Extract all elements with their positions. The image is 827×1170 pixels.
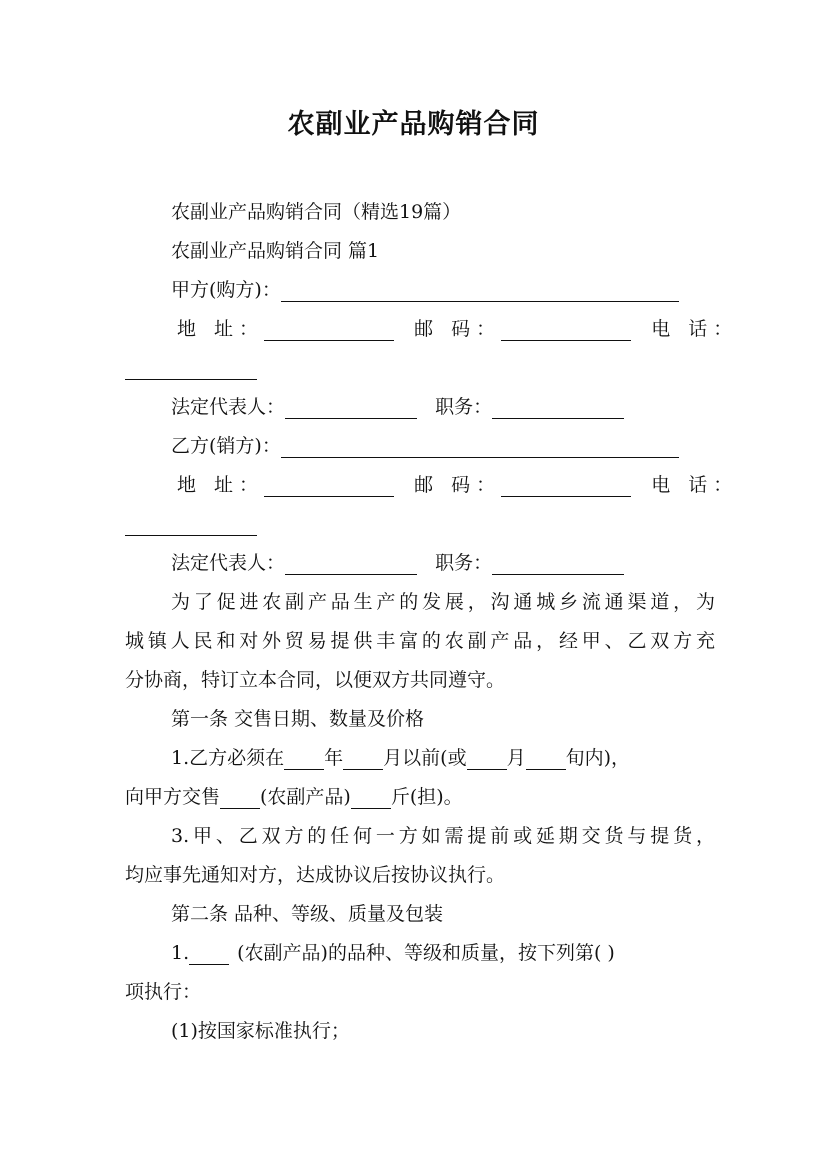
party-a-phone-label: 电 话：	[651, 318, 739, 340]
item-text: 旬内)，	[565, 747, 631, 769]
party-a-phone-blank-line	[125, 349, 715, 388]
party-b-contact-line	[125, 466, 739, 505]
party-b-line	[125, 427, 715, 466]
article-2-item-1-line-1	[125, 934, 715, 973]
article-2-item-1-line-2: 项执行：	[125, 981, 202, 1003]
weight-blank	[351, 786, 391, 809]
item-text: (农副产品)	[260, 786, 351, 808]
party-a-rep-label: 法定代表人：	[171, 396, 286, 418]
intro-line-1: 为了促进农副产品生产的发展，沟通城乡流通渠道，为	[171, 591, 715, 613]
item-text: 月	[506, 747, 526, 769]
party-b-phone-blank-line	[125, 505, 715, 544]
party-a-rep-blank	[285, 396, 417, 419]
party-b-position-blank	[492, 552, 624, 575]
party-b-address-label: 地 址：	[177, 474, 265, 496]
party-a-position-blank	[492, 396, 624, 419]
party-b-label: 乙方(销方)：	[171, 435, 281, 457]
item-text: 1.	[171, 942, 190, 964]
section-heading: 农副业产品购销合同 篇1	[171, 240, 380, 262]
quantity-blank	[220, 786, 260, 809]
article-1-item-3-line-1: 3.甲、乙双方的任何一方如需提前或延期交货与提货，	[171, 825, 715, 847]
item-text: 月以前(或	[383, 747, 467, 769]
article-1-item-3-line-2: 均应事先通知对方，达成协议后按协议执行。	[125, 864, 506, 886]
intro-line-3: 分协商，特订立本合同，以便双方共同遵守。	[125, 669, 506, 691]
party-a-address-blank	[264, 318, 394, 341]
party-a-postcode-label: 邮 码：	[414, 318, 502, 340]
article-1-item-1-line-2	[125, 778, 715, 817]
month-blank	[343, 747, 383, 770]
product-blank	[189, 942, 229, 965]
item-text: (农副产品)的品种、等级和质量，按下列第( )	[237, 942, 615, 964]
party-b-position-label: 职务：	[435, 552, 493, 574]
party-a-label: 甲方(购方)：	[171, 279, 281, 301]
party-a-line	[125, 271, 715, 310]
item-text: 斤(担)。	[390, 786, 463, 808]
item-text: 向甲方交售	[125, 786, 221, 808]
party-a-phone-blank	[125, 357, 257, 380]
party-b-phone-blank	[125, 513, 257, 536]
party-a-blank	[281, 279, 679, 302]
party-b-phone-label: 电 话：	[651, 474, 739, 496]
party-b-postcode-blank	[501, 474, 631, 497]
item-text: 年	[324, 747, 344, 769]
party-b-blank	[281, 435, 679, 458]
party-b-rep-blank	[285, 552, 417, 575]
party-a-position-label: 职务：	[435, 396, 493, 418]
alt-month-blank	[467, 747, 507, 770]
period-blank	[526, 747, 566, 770]
party-a-address-label: 地 址：	[177, 318, 265, 340]
party-b-rep-line	[125, 544, 715, 583]
article-2-sub-1: (1)按国家标准执行；	[171, 1020, 350, 1042]
article-2-heading: 第二条 品种、等级、质量及包装	[171, 903, 444, 925]
party-a-rep-line	[125, 388, 715, 427]
article-1-item-1-line-1	[125, 739, 715, 778]
year-blank	[284, 747, 324, 770]
document-body	[125, 193, 739, 1051]
intro-line-2: 城镇人民和对外贸易提供丰富的农副产品，经甲、乙双方充	[125, 630, 715, 652]
article-1-heading: 第一条 交售日期、数量及价格	[171, 708, 425, 730]
party-a-postcode-blank	[501, 318, 631, 341]
party-b-address-blank	[264, 474, 394, 497]
subtitle: 农副业产品购销合同（精选19篇）	[171, 201, 462, 223]
party-b-rep-label: 法定代表人：	[171, 552, 286, 574]
item-text: 1.乙方必须在	[171, 747, 285, 769]
party-a-contact-line	[125, 310, 739, 349]
party-b-postcode-label: 邮 码：	[414, 474, 502, 496]
page-title: 农副业产品购销合同	[287, 109, 540, 140]
